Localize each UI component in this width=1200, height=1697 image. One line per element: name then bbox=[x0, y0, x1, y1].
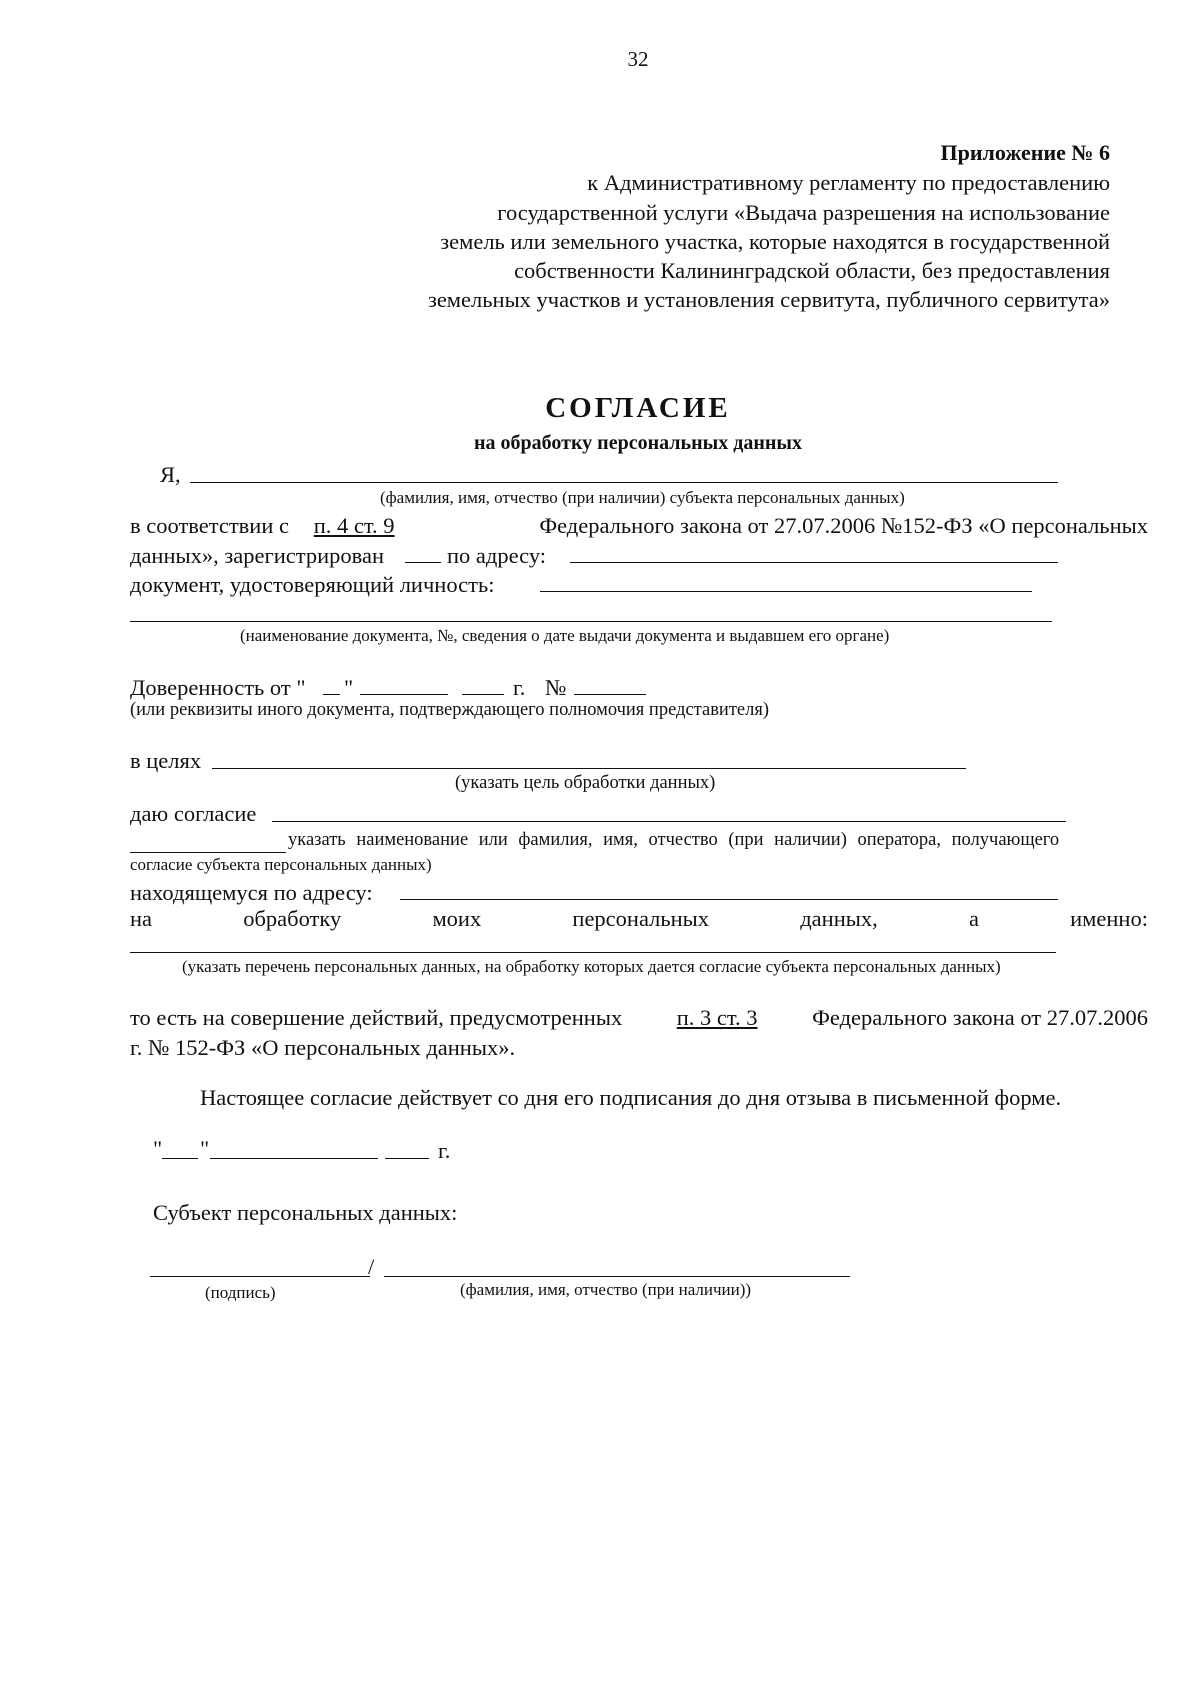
document-title: СОГЛАСИЕ bbox=[545, 392, 731, 424]
signature-fio-caption: (фамилия, имя, отчество (при наличии)) bbox=[460, 1280, 752, 1299]
actions-prefix: то есть на совершение действий, предусмотренных bbox=[130, 1005, 623, 1030]
fio-field-line[interactable] bbox=[190, 482, 1058, 483]
page-number: 32 bbox=[627, 47, 649, 71]
appendix-line-2: государственной услуги «Выдача разрешения на использование bbox=[497, 200, 1110, 225]
located-line[interactable] bbox=[400, 899, 1058, 900]
id-doc-line-2[interactable] bbox=[130, 621, 1052, 622]
poa-year-label: г. bbox=[513, 675, 526, 700]
poa-number-label: № bbox=[545, 675, 567, 700]
processing-word-4: персональных bbox=[572, 906, 710, 931]
appendix-title: Приложение № 6 bbox=[940, 140, 1110, 165]
date-year-label: г. bbox=[438, 1138, 451, 1163]
operator-line[interactable] bbox=[130, 852, 286, 853]
poa-caption: (или реквизиты иного документа, подтверждающего полномочия представителя) bbox=[130, 700, 770, 720]
pd-caption: (указать перечень персональных данных, на обработку которых дается согласие субъекта персональных данных) bbox=[182, 957, 1001, 976]
subject-label: Субъект персональных данных: bbox=[153, 1200, 458, 1225]
reg-gender-line[interactable] bbox=[405, 562, 441, 563]
signature-slash: / bbox=[368, 1254, 375, 1279]
id-doc-label: документ, удостоверяющий личность: bbox=[130, 572, 495, 597]
id-doc-line[interactable] bbox=[540, 591, 1032, 592]
signature-line[interactable] bbox=[150, 1276, 370, 1277]
located-label: находящемуся по адресу: bbox=[130, 880, 373, 905]
processing-word-5: данных, bbox=[800, 906, 878, 931]
fio-caption: (фамилия, имя, отчество (при наличии) субъекта персональных данных) bbox=[380, 488, 905, 507]
operator-caption-1: указать наименование или фамилия, имя, отчество (при наличии) оператора, получающего bbox=[288, 830, 1060, 850]
consent-line[interactable] bbox=[272, 821, 1066, 822]
date-quote-open: " bbox=[153, 1136, 163, 1161]
law-line-rest: Федерального закона от 27.07.2006 №152-ФЗ «О персональных bbox=[539, 513, 1148, 538]
poa-year-line[interactable] bbox=[462, 694, 504, 695]
appendix-line-1: к Административному регламенту по предоставлению bbox=[587, 170, 1110, 195]
processing-word-1: на bbox=[130, 906, 153, 931]
reg-address-label: по адресу: bbox=[447, 543, 547, 568]
processing-word-7: именно: bbox=[1070, 906, 1148, 931]
law-line bbox=[130, 513, 1148, 539]
law-link-p3-st3[interactable]: п. 3 ст. 3 bbox=[676, 1005, 758, 1030]
signature-caption: (подпись) bbox=[205, 1283, 276, 1302]
reg-prefix: данных», зарегистрирован bbox=[130, 543, 385, 568]
date-month-line[interactable] bbox=[210, 1158, 378, 1159]
poa-quote-end: " bbox=[344, 675, 354, 700]
law-link-p4-st9[interactable]: п. 4 ст. 9 bbox=[313, 513, 395, 538]
operator-caption-1-row bbox=[288, 830, 1150, 851]
document-subtitle: на обработку персональных данных bbox=[474, 432, 802, 454]
purpose-label: в целях bbox=[130, 748, 202, 773]
poa-day-line[interactable] bbox=[323, 694, 340, 695]
operator-caption-2: согласие субъекта персональных данных) bbox=[130, 855, 432, 874]
actions-rest: Федерального закона от 27.07.2006 bbox=[812, 1005, 1148, 1030]
law-line-prefix: в соответствии с bbox=[130, 513, 289, 538]
date-quote-close: " bbox=[200, 1136, 210, 1161]
date-year-line[interactable] bbox=[385, 1158, 429, 1159]
poa-month-line[interactable] bbox=[360, 694, 448, 695]
consent-label: даю согласие bbox=[130, 801, 257, 826]
appendix-line-3: земель или земельного участка, которые находятся в государственной bbox=[440, 229, 1110, 254]
processing-word-2: обработку bbox=[243, 906, 342, 931]
processing-row bbox=[130, 906, 1148, 932]
processing-word-3: моих bbox=[432, 906, 482, 931]
reg-address-line[interactable] bbox=[570, 562, 1058, 563]
actions-line-1 bbox=[130, 1005, 1148, 1031]
appendix-line-5: земельных участков и установления сервитута, публичного сервитута» bbox=[427, 287, 1110, 312]
pd-list-line[interactable] bbox=[130, 952, 1056, 953]
processing-word-6: а bbox=[968, 906, 979, 931]
appendix-line-4: собственности Калининградской области, без предоставления bbox=[514, 258, 1110, 283]
id-doc-caption: (наименование документа, №, сведения о дате выдачи документа и выдавшем его органе) bbox=[240, 626, 890, 645]
purpose-line[interactable] bbox=[212, 768, 966, 769]
purpose-caption: (указать цель обработки данных) bbox=[455, 773, 716, 793]
actions-line-2: г. № 152-ФЗ «О персональных данных». bbox=[130, 1035, 516, 1060]
validity-text: Настоящее согласие действует со дня его подписания до дня отзыва в письменной форме. bbox=[200, 1085, 1062, 1110]
poa-prefix: Доверенность от " bbox=[130, 675, 306, 700]
signature-fio-line[interactable] bbox=[384, 1276, 850, 1277]
ya-label: Я, bbox=[160, 462, 181, 487]
poa-number-line[interactable] bbox=[574, 694, 646, 695]
date-day-line[interactable] bbox=[162, 1158, 198, 1159]
